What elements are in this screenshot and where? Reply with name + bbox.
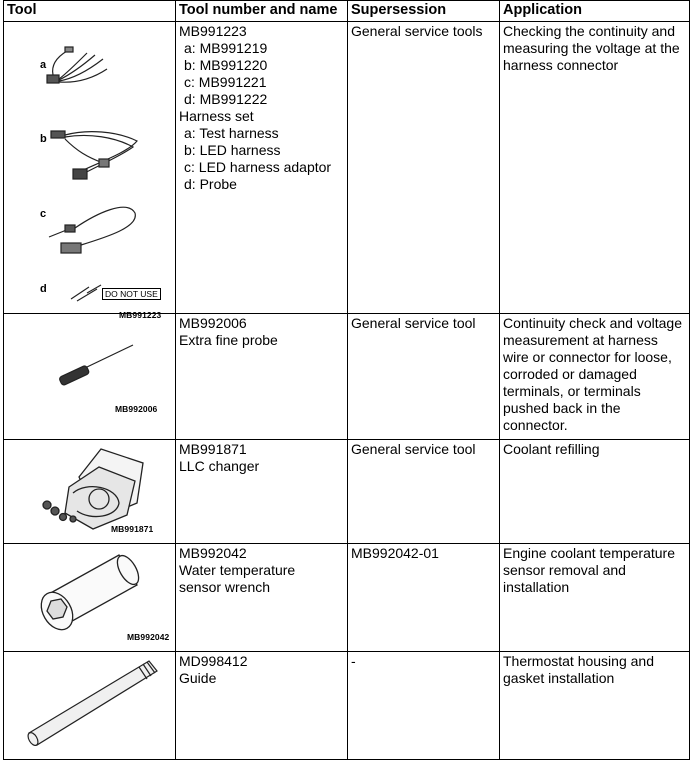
tool-line: b: LED harness	[184, 142, 281, 158]
table-row	[4, 314, 690, 440]
tool-line: MB992006	[179, 315, 247, 331]
tool-line: MB991223	[179, 23, 247, 39]
tool-line: LLC changer	[179, 458, 260, 474]
tool-line: d: Probe	[184, 176, 237, 192]
application-cell: Continuity check and voltage measurement at harness wire or connector for loose, corroded or damaged terminals, or terminals pushed back in the connector.	[500, 314, 690, 440]
header-tool-number-and-name: Tool number and name	[176, 1, 348, 22]
supersession-cell: General service tools	[348, 22, 500, 314]
tool-number-name-cell	[176, 314, 348, 440]
extra-fine-probe-illustration	[7, 315, 179, 439]
tool-line: Extra fine probe	[179, 332, 278, 348]
tool-line: Guide	[179, 670, 217, 686]
tool-line: c: MB991221	[184, 74, 267, 90]
header-application: Application	[500, 1, 690, 22]
harness-set-illustration	[7, 23, 179, 313]
supersession-cell: MB992042-01	[348, 544, 500, 652]
tool-image-cell	[4, 314, 176, 440]
tool-label-c: c	[40, 208, 47, 220]
tool-image-cell	[4, 652, 176, 760]
header-tool: Tool	[4, 1, 176, 22]
tool-number-name-cell	[176, 22, 348, 314]
application-cell: Checking the continuity and measuring the voltage at the harness connector	[500, 22, 690, 314]
tool-image-cell	[4, 440, 176, 544]
table-header-row	[4, 1, 690, 22]
tool-code-label: MB992006	[115, 404, 158, 414]
special-tools-table	[3, 0, 690, 760]
tool-line: MD998412	[179, 653, 248, 669]
tool-line: c: LED harness adaptor	[184, 159, 332, 175]
tool-number-name-cell	[176, 652, 348, 760]
tool-label-d: d	[40, 283, 47, 295]
tool-label-a: a	[40, 59, 47, 71]
table-row	[4, 544, 690, 652]
table-row	[4, 22, 690, 314]
supersession-cell: General service tool	[348, 314, 500, 440]
tool-line: b: MB991220	[184, 57, 268, 73]
table-row	[4, 440, 690, 544]
tool-line: Water temperature	[179, 562, 296, 578]
tool-line: MB992042	[179, 545, 247, 561]
supersession-cell: General service tool	[348, 440, 500, 544]
tool-line: a: Test harness	[184, 125, 279, 141]
tool-line: MB991871	[179, 441, 247, 457]
tool-code-label: MB992042	[127, 632, 170, 642]
tool-code-label: MB991223	[119, 310, 162, 320]
tool-number-name-cell	[176, 440, 348, 544]
tool-line: a: MB991219	[184, 40, 268, 56]
supersession-cell: -	[348, 652, 500, 760]
guide-illustration	[7, 653, 179, 759]
tool-line: Harness set	[179, 108, 254, 124]
application-cell: Thermostat housing and gasket installation	[500, 652, 690, 760]
tool-line: d: MB991222	[184, 91, 268, 107]
tool-number-name-cell	[176, 544, 348, 652]
do-not-use-badge: DO NOT USE	[102, 288, 161, 300]
tool-code-label: MB991871	[111, 524, 154, 534]
tool-line: sensor wrench	[179, 579, 271, 595]
application-cell: Engine coolant temperature sensor removal and installation	[500, 544, 690, 652]
table-row	[4, 652, 690, 760]
tool-image-cell	[4, 22, 176, 320]
application-cell: Coolant refilling	[500, 440, 690, 544]
header-supersession: Supersession	[348, 1, 500, 22]
tool-image-cell	[4, 544, 176, 652]
tool-label-b: b	[40, 133, 47, 145]
